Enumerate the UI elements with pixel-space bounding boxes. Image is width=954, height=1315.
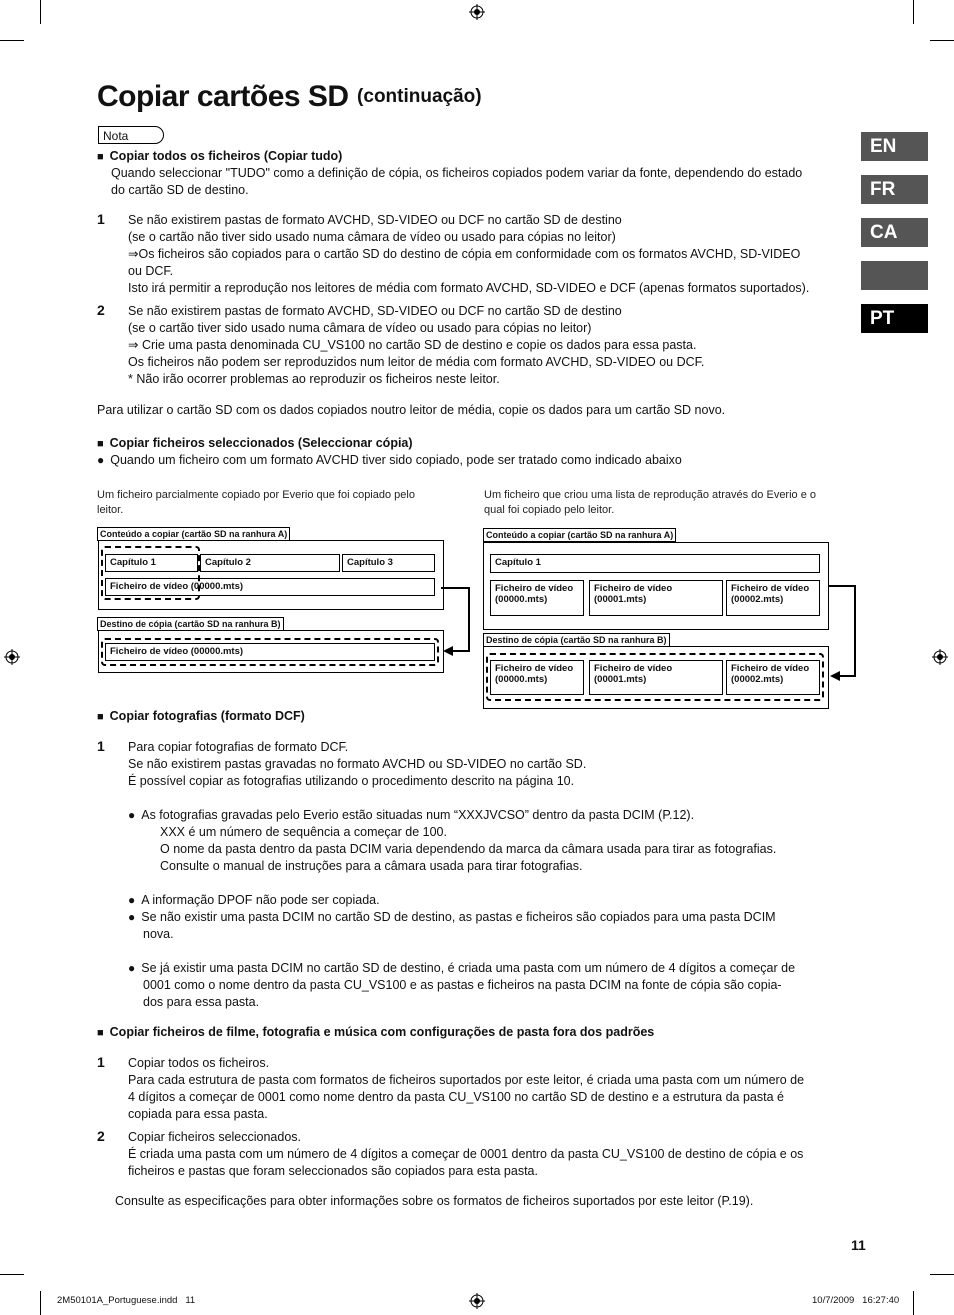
paragraph-line: É criada uma pasta com um número de 4 dígitos a começar de 0001 dentro da pasta CU_VS100 de destino de cópia e os: [128, 1147, 804, 1161]
title-main: Copiar cartões SD: [97, 80, 349, 113]
bullet-item: ● As fotografias gravadas pelo Everio estão situadas num “XXXJVCSO” dentro da pasta DCIM (P.12).: [128, 807, 694, 824]
file-label: Ficheiro de vídeo: [594, 663, 673, 674]
paragraph-line: 4 dígitos a começar de 0001 como nome dentro da pasta CU_VS100 no cartão SD de destino e a estrutura da pasta é: [128, 1090, 784, 1104]
paragraph-line: ⇒Os ficheiros são copiados para o cartão SD do destino de cópia em conformidade com os formatos AVCHD, SD-VIDEO: [128, 247, 801, 261]
paragraph-line: (se o cartão não tiver sido usado numa câmara de vídeo ou usado para cópias no leitor): [128, 230, 616, 244]
chapter-cell: Capítulo 2: [200, 554, 340, 572]
page-title: [97, 80, 482, 114]
source-label: Conteúdo a copiar (cartão SD na ranhura A): [483, 528, 676, 542]
paragraph-line: ficheiros e pastas que foram seleccionados são copiados para esta pasta.: [128, 1164, 538, 1178]
paragraph-line: Se não existirem pastas de formato AVCHD, SD-VIDEO ou DCF no cartão SD de destino: [128, 304, 622, 318]
print-file-slug: 2M50101A_Portuguese.indd 11: [57, 1295, 196, 1306]
language-tab-blank: [861, 261, 928, 290]
file-name: (00000.mts): [495, 674, 548, 685]
source-label: Conteúdo a copiar (cartão SD na ranhura A): [97, 527, 290, 541]
file-name: (00001.mts): [594, 674, 647, 685]
paragraph-line: Para utilizar o cartão SD com os dados copiados noutro leitor de média, copie os dados para um cartão SD novo.: [97, 403, 726, 417]
file-label: Ficheiro de vídeo: [495, 663, 574, 674]
paragraph-line: Consulte as especificações para obter informações sobre os formatos de ficheiros suportados por este leitor (P.19).: [115, 1194, 754, 1208]
registration-mark-icon: [932, 649, 948, 665]
paragraph-line: copiada para essa pasta.: [128, 1107, 268, 1121]
paragraph-line: Isto irá permitir a reprodução nos leitores de média com formato AVCHD, SD-VIDEO e DCF (apenas formatos suportados).: [128, 281, 810, 295]
paragraph-line: O nome da pasta dentro da pasta DCIM varia dependendo da marca da câmara usada para tirar as fotografias.: [160, 842, 777, 856]
paragraph-line: Os ficheiros não podem ser reproduzidos num leitor de média com formato AVCHD, SD-VIDEO ou DCF.: [128, 355, 705, 369]
paragraph-line: Para copiar fotografias de formato DCF.: [128, 740, 349, 754]
paragraph-line: (se o cartão tiver sido usado numa câmara de vídeo ou usado para cópias no leitor): [128, 321, 592, 335]
paragraph-line: Consulte o manual de instruções para a câmara usada para tirar fotografias.: [160, 859, 583, 873]
title-sub: (continuação): [357, 86, 482, 107]
paragraph-line: Copiar ficheiros seleccionados.: [128, 1130, 302, 1144]
diagram-caption: Um ficheiro parcialmente copiado por Everio que foi copiado pelo: [97, 489, 415, 501]
chapter-cell: Capítulo 1: [490, 554, 820, 573]
file-name: (00002.mts): [731, 674, 784, 685]
step-number: 1: [97, 738, 105, 754]
step-number: 2: [97, 1128, 105, 1144]
section-heading: ■ Copiar ficheiros de filme, fotografia e música com configurações de pasta fora dos padrões: [97, 1024, 654, 1042]
chapter-cell: Capítulo 3: [342, 554, 435, 572]
file-label: Ficheiro de vídeo: [594, 583, 673, 594]
chapter-cell: Capítulo 1: [105, 554, 198, 572]
video-file-cell: [726, 660, 820, 695]
diagram-caption: Um ficheiro que criou uma lista de reprodução através do Everio e o: [484, 489, 817, 501]
paragraph-line: XXX é um número de sequência a começar de 100.: [160, 825, 447, 839]
video-file-cell: [589, 660, 723, 695]
file-label: Ficheiro de vídeo: [495, 583, 574, 594]
video-file-cell: Ficheiro de vídeo (00000.mts): [105, 578, 435, 596]
destination-label: Destino de cópia (cartão SD na ranhura B): [483, 633, 670, 647]
diagram-caption: qual foi copiado pelo leitor.: [484, 504, 615, 516]
file-name: (00001.mts): [594, 594, 647, 605]
section-heading: ■ Copiar todos os ficheiros (Copiar tudo): [97, 148, 342, 166]
registration-mark-icon: [469, 4, 485, 20]
paragraph-line: 0001 como o nome dentro da pasta CU_VS100 e as pastas e ficheiros na pasta DCIM na fonte de cópia são copia-: [143, 978, 782, 992]
file-label: Ficheiro de vídeo: [731, 663, 810, 674]
video-file-cell: [490, 660, 584, 695]
video-file-cell: [726, 580, 820, 616]
file-label: Ficheiro de vídeo: [731, 583, 810, 594]
paragraph-line: É possível copiar as fotografias utilizando o procedimento descrito na página 10.: [128, 774, 575, 788]
paragraph-line: Para cada estrutura de pasta com formatos de ficheiros suportados por este leitor, é criada uma pasta com um número de: [128, 1073, 805, 1087]
section-heading: ■ Copiar fotografias (formato DCF): [97, 708, 305, 726]
file-name: (00000.mts): [495, 594, 548, 605]
destination-label: Destino de cópia (cartão SD na ranhura B): [97, 617, 284, 631]
paragraph-line: ⇒ Crie uma pasta denominada CU_VS100 no cartão SD de destino e copie os dados para essa pasta.: [128, 338, 697, 352]
paragraph-line: Se não existirem pastas gravadas no formato AVCHD ou SD-VIDEO no cartão SD.: [128, 757, 587, 771]
copy-arrow-icon: [435, 585, 475, 660]
diagram-caption: leitor.: [97, 504, 124, 516]
video-file-cell: [589, 580, 723, 616]
registration-mark-icon: [469, 1293, 485, 1309]
video-file-cell: [490, 580, 584, 616]
bullet-item: ● Quando um ficheiro com um formato AVCHD tiver sido copiado, pode ser tratado como indicado abaixo: [97, 452, 682, 469]
registration-mark-icon: [4, 649, 20, 665]
step-number: 2: [97, 302, 105, 318]
language-tab-fr: FR: [861, 175, 928, 204]
paragraph-line: ou DCF.: [128, 264, 174, 278]
language-tab-ca: CA: [861, 218, 928, 247]
bullet-item: ● Se já existir uma pasta DCIM no cartão SD de destino, é criada uma pasta com um número de 4 dígitos a começar de: [128, 960, 795, 977]
video-file-cell: Ficheiro de vídeo (00000.mts): [105, 643, 435, 661]
step-number: 1: [97, 211, 105, 227]
section-heading: ■ Copiar ficheiros seleccionados (Seleccionar cópia): [97, 435, 413, 453]
paragraph-line: do cartão SD de destino.: [111, 183, 249, 197]
nota-label: Nota: [98, 126, 164, 144]
paragraph-line: nova.: [143, 927, 174, 941]
bullet-item: ● A informação DPOF não pode ser copiada.: [128, 892, 380, 909]
paragraph-line: * Não irão ocorrer problemas ao reproduzir os ficheiros neste leitor.: [128, 372, 500, 386]
language-tab-pt: PT: [861, 304, 928, 333]
step-number: 1: [97, 1054, 105, 1070]
paragraph-line: Copiar todos os ficheiros.: [128, 1056, 270, 1070]
bullet-item: ● Se não existir uma pasta DCIM no cartão SD de destino, as pastas e ficheiros são copiados para uma pasta DCIM: [128, 909, 776, 926]
paragraph-line: dos para essa pasta.: [143, 995, 260, 1009]
paragraph-line: Quando seleccionar "TUDO" como a definição de cópia, os ficheiros copiados podem variar da fonte, dependendo do estado: [111, 166, 803, 180]
paragraph-line: Se não existirem pastas de formato AVCHD, SD-VIDEO ou DCF no cartão SD de destino: [128, 213, 622, 227]
page-number: 11: [851, 1237, 866, 1253]
file-name: (00002.mts): [731, 594, 784, 605]
copy-arrow-icon: [824, 578, 864, 686]
print-date-slug: 10/7/2009 16:27:40: [812, 1295, 900, 1306]
language-tab-en: EN: [861, 132, 928, 161]
